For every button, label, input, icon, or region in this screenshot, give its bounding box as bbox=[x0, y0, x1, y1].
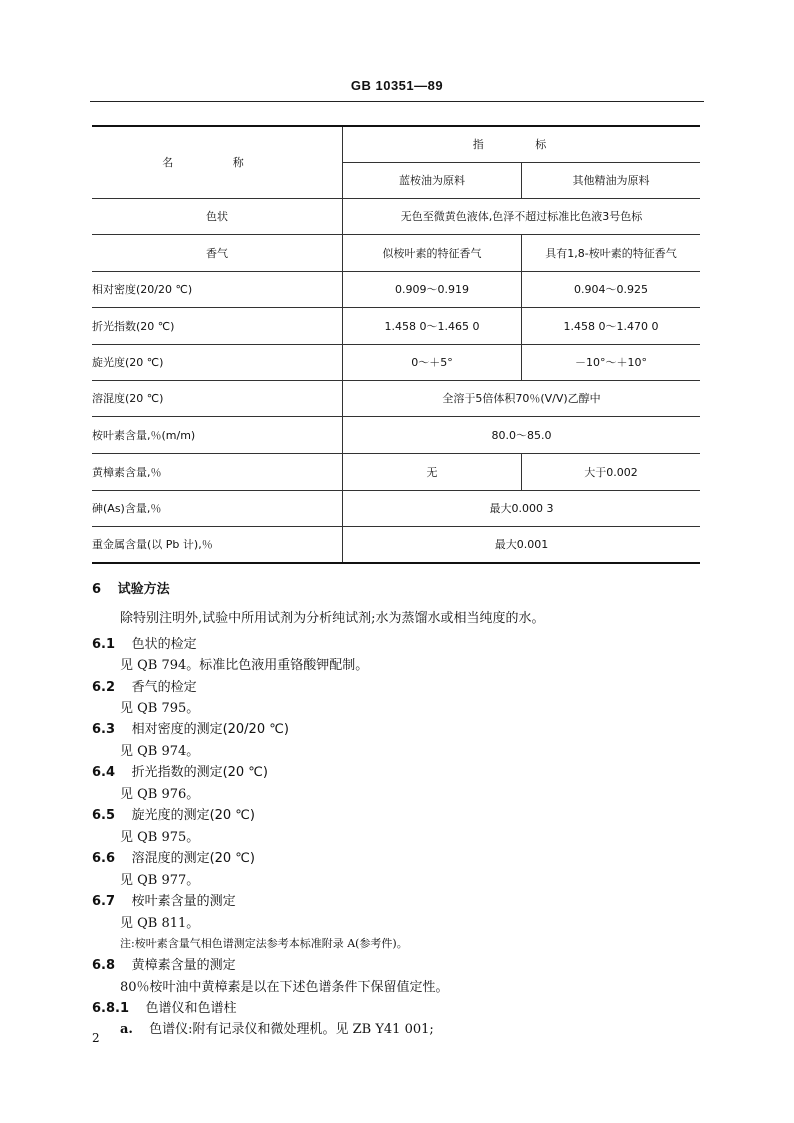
section-6-3-text: 见 QB 974。 bbox=[120, 744, 200, 759]
row-value: 最大0.001 bbox=[343, 526, 701, 563]
row-name: 旋光度(20 ℃) bbox=[92, 344, 343, 380]
section-6-paragraph: 除特别注明外,试验中所用试剂为分析纯试剂;水为蒸馏水或相当纯度的水。 bbox=[120, 611, 545, 626]
section-6-4-heading: 6.4 折光指数的测定(20 ℃) bbox=[92, 765, 268, 780]
row-value: 80.0～85.0 bbox=[343, 416, 701, 453]
row-value-a: 无 bbox=[343, 453, 522, 490]
row-value: 全溶于5倍体积70％(V/V)乙醇中 bbox=[343, 380, 701, 416]
indicator-header: 指 标 bbox=[343, 126, 701, 162]
sub-header-other: 其他精油为原料 bbox=[522, 162, 701, 198]
row-value-b: 1.458 0～1.470 0 bbox=[522, 307, 701, 344]
section-6-7-note: 注:桉叶素含量气相色谱测定法参考本标准附录 A(参考件)。 bbox=[120, 937, 408, 950]
section-6-5-text: 见 QB 975。 bbox=[120, 830, 200, 845]
row-value-b: 大于0.002 bbox=[522, 453, 701, 490]
section-6-8-heading: 6.8 黄樟素含量的测定 bbox=[92, 958, 236, 973]
row-name: 黄樟素含量,％ bbox=[92, 453, 343, 490]
section-6-8-text: 80％桉叶油中黄樟素是以在下述色谱条件下保留值定性。 bbox=[120, 980, 449, 995]
document-header: GB 10351—89 bbox=[350, 78, 444, 93]
row-name: 重金属含量(以 Pb 计),％ bbox=[92, 526, 343, 563]
section-6-1-text: 见 QB 794。标准比色液用重铬酸钾配制。 bbox=[120, 658, 369, 673]
row-value: 无色至微黄色液体,色泽不超过标准比色液3号色标 bbox=[343, 198, 701, 234]
section-6-3-heading: 6.3 相对密度的测定(20/20 ℃) bbox=[92, 722, 289, 737]
section-6-7-text: 见 QB 811。 bbox=[120, 916, 200, 931]
section-6-8-1-heading: 6.8.1 色谱仪和色谱柱 bbox=[92, 1001, 237, 1016]
row-name: 相对密度(20/20 ℃) bbox=[92, 271, 343, 307]
page-number: 2 bbox=[92, 1031, 100, 1045]
row-name: 溶混度(20 ℃) bbox=[92, 380, 343, 416]
row-value-b: 0.904～0.925 bbox=[522, 271, 701, 307]
section-6-7-heading: 6.7 桉叶素含量的测定 bbox=[92, 894, 236, 909]
row-name: 砷(As)含量,％ bbox=[92, 490, 343, 526]
section-6-8-1-item-a: a. 色谱仪:附有记录仪和微处理机。见 ZB Y41 001; bbox=[120, 1022, 434, 1037]
section-6-5-heading: 6.5 旋光度的测定(20 ℃) bbox=[92, 808, 255, 823]
section-6-2-heading: 6.2 香气的检定 bbox=[92, 680, 197, 695]
row-name: 桉叶素含量,％(m/m) bbox=[92, 416, 343, 453]
sub-header-eucalyptus: 蓝桉油为原料 bbox=[343, 162, 522, 198]
row-value-a: 0～＋5° bbox=[343, 344, 522, 380]
row-value: 最大0.000 3 bbox=[343, 490, 701, 526]
section-6-1-heading: 6.1 色状的检定 bbox=[92, 637, 197, 652]
row-value-a: 1.458 0～1.465 0 bbox=[343, 307, 522, 344]
section-6-4-text: 见 QB 976。 bbox=[120, 787, 200, 802]
row-value-b: －10°～＋10° bbox=[522, 344, 701, 380]
row-value-a: 似桉叶素的特征香气 bbox=[343, 234, 522, 271]
row-value-a: 0.909～0.919 bbox=[343, 271, 522, 307]
row-name: 香气 bbox=[92, 234, 343, 271]
name-column-header: 名 称 bbox=[92, 126, 343, 198]
section-6-2-text: 见 QB 795。 bbox=[120, 701, 200, 716]
section-6-6-text: 见 QB 977。 bbox=[120, 873, 200, 888]
row-name: 色状 bbox=[92, 198, 343, 234]
section-6-6-heading: 6.6 溶混度的测定(20 ℃) bbox=[92, 851, 255, 866]
row-name: 折光指数(20 ℃) bbox=[92, 307, 343, 344]
section-6-heading: 6 试验方法 bbox=[92, 582, 170, 597]
row-value-b: 具有1,8-桉叶素的特征香气 bbox=[522, 234, 701, 271]
